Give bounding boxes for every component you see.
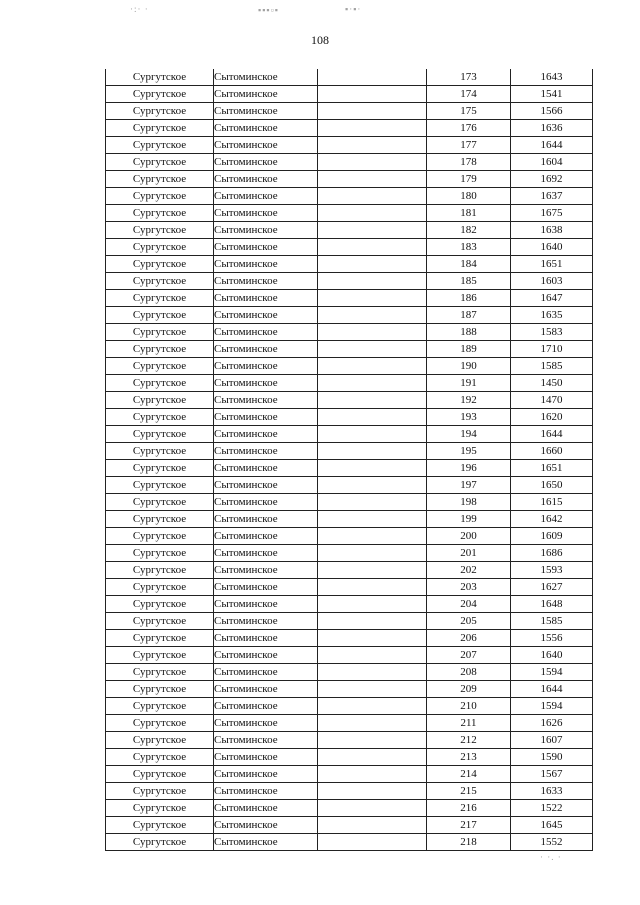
cell-area: Сытоминское [214, 188, 318, 205]
cell-value: 1522 [511, 800, 593, 817]
cell-value: 1650 [511, 477, 593, 494]
cell-number: 216 [427, 800, 511, 817]
table-row [106, 375, 593, 392]
cell-note [318, 630, 427, 647]
table-row [106, 256, 593, 273]
cell-area: Сытоминское [214, 154, 318, 171]
cell-note [318, 647, 427, 664]
cell-note [318, 239, 427, 256]
cell-field: Сургутское [106, 579, 214, 596]
cell-note [318, 307, 427, 324]
cell-field: Сургутское [106, 137, 214, 154]
cell-number: 192 [427, 392, 511, 409]
cell-field: Сургутское [106, 171, 214, 188]
table-row [106, 528, 593, 545]
cell-field: Сургутское [106, 664, 214, 681]
cell-note [318, 86, 427, 103]
cell-field: Сургутское [106, 239, 214, 256]
cell-note [318, 443, 427, 460]
cell-field: Сургутское [106, 443, 214, 460]
cell-note [318, 290, 427, 307]
cell-area: Сытоминское [214, 171, 318, 188]
cell-number: 191 [427, 375, 511, 392]
cell-value: 1644 [511, 137, 593, 154]
table-row [106, 715, 593, 732]
cell-field: Сургутское [106, 290, 214, 307]
cell-note [318, 341, 427, 358]
cell-note [318, 358, 427, 375]
data-table [105, 69, 593, 851]
cell-number: 204 [427, 596, 511, 613]
cell-note [318, 137, 427, 154]
cell-number: 181 [427, 205, 511, 222]
cell-area: Сытоминское [214, 477, 318, 494]
table-row [106, 392, 593, 409]
cell-area: Сытоминское [214, 562, 318, 579]
cell-field: Сургутское [106, 647, 214, 664]
cell-value: 1590 [511, 749, 593, 766]
cell-number: 209 [427, 681, 511, 698]
cell-number: 217 [427, 817, 511, 834]
cell-value: 1633 [511, 783, 593, 800]
cell-value: 1686 [511, 545, 593, 562]
table-row [106, 681, 593, 698]
cell-value: 1637 [511, 188, 593, 205]
cell-field: Сургутское [106, 817, 214, 834]
cell-number: 195 [427, 443, 511, 460]
cell-number: 183 [427, 239, 511, 256]
cell-number: 174 [427, 86, 511, 103]
cell-area: Сытоминское [214, 375, 318, 392]
cell-number: 206 [427, 630, 511, 647]
cell-note [318, 188, 427, 205]
cell-field: Сургутское [106, 562, 214, 579]
cell-field: Сургутское [106, 596, 214, 613]
table-row [106, 137, 593, 154]
cell-note [318, 409, 427, 426]
cell-number: 180 [427, 188, 511, 205]
cell-note [318, 800, 427, 817]
cell-note [318, 154, 427, 171]
cell-note [318, 562, 427, 579]
cell-value: 1604 [511, 154, 593, 171]
cell-area: Сытоминское [214, 664, 318, 681]
cell-note [318, 698, 427, 715]
cell-field: Сургутское [106, 426, 214, 443]
cell-value: 1645 [511, 817, 593, 834]
cell-value: 1644 [511, 681, 593, 698]
cell-number: 176 [427, 120, 511, 137]
cell-area: Сытоминское [214, 324, 318, 341]
cell-value: 1585 [511, 358, 593, 375]
cell-area: Сытоминское [214, 613, 318, 630]
table-row [106, 630, 593, 647]
cell-number: 199 [427, 511, 511, 528]
table-row [106, 290, 593, 307]
cell-area: Сытоминское [214, 256, 318, 273]
cell-area: Сытоминское [214, 443, 318, 460]
cell-note [318, 715, 427, 732]
cell-value: 1556 [511, 630, 593, 647]
cell-value: 1567 [511, 766, 593, 783]
cell-field: Сургутское [106, 341, 214, 358]
cell-field: Сургутское [106, 783, 214, 800]
cell-field: Сургутское [106, 205, 214, 222]
table-row [106, 205, 593, 222]
cell-value: 1651 [511, 460, 593, 477]
table-row [106, 579, 593, 596]
cell-number: 214 [427, 766, 511, 783]
cell-area: Сытоминское [214, 460, 318, 477]
cell-field: Сургутское [106, 630, 214, 647]
scan-artifact-top-right: ▪·▪· [345, 4, 362, 14]
table-row [106, 800, 593, 817]
cell-area: Сытоминское [214, 358, 318, 375]
table-row [106, 154, 593, 171]
cell-value: 1640 [511, 647, 593, 664]
cell-field: Сургутское [106, 188, 214, 205]
cell-note [318, 103, 427, 120]
cell-value: 1583 [511, 324, 593, 341]
cell-field: Сургутское [106, 528, 214, 545]
cell-area: Сытоминское [214, 647, 318, 664]
cell-area: Сытоминское [214, 409, 318, 426]
cell-note [318, 834, 427, 851]
scan-artifact-top-left: ·:· · [130, 4, 149, 14]
cell-number: 196 [427, 460, 511, 477]
cell-note [318, 749, 427, 766]
cell-note [318, 732, 427, 749]
cell-number: 203 [427, 579, 511, 596]
cell-area: Сытоминское [214, 817, 318, 834]
cell-field: Сургутское [106, 545, 214, 562]
cell-area: Сытоминское [214, 545, 318, 562]
cell-value: 1450 [511, 375, 593, 392]
cell-value: 1636 [511, 120, 593, 137]
table-row [106, 562, 593, 579]
table-row [106, 817, 593, 834]
cell-area: Сытоминское [214, 494, 318, 511]
cell-area: Сытоминское [214, 103, 318, 120]
cell-number: 190 [427, 358, 511, 375]
cell-value: 1675 [511, 205, 593, 222]
cell-value: 1651 [511, 256, 593, 273]
table-row [106, 409, 593, 426]
cell-area: Сытоминское [214, 715, 318, 732]
cell-note [318, 256, 427, 273]
cell-area: Сытоминское [214, 69, 318, 86]
cell-number: 187 [427, 307, 511, 324]
cell-field: Сургутское [106, 749, 214, 766]
cell-area: Сытоминское [214, 528, 318, 545]
cell-number: 208 [427, 664, 511, 681]
cell-number: 202 [427, 562, 511, 579]
cell-note [318, 205, 427, 222]
table-row [106, 171, 593, 188]
cell-value: 1620 [511, 409, 593, 426]
cell-number: 212 [427, 732, 511, 749]
cell-field: Сургутское [106, 358, 214, 375]
cell-note [318, 783, 427, 800]
cell-value: 1692 [511, 171, 593, 188]
cell-area: Сытоминское [214, 749, 318, 766]
cell-value: 1627 [511, 579, 593, 596]
cell-field: Сургутское [106, 392, 214, 409]
cell-number: 213 [427, 749, 511, 766]
table-body [106, 69, 593, 851]
table-row [106, 358, 593, 375]
cell-value: 1648 [511, 596, 593, 613]
cell-field: Сургутское [106, 154, 214, 171]
table-row [106, 324, 593, 341]
cell-field: Сургутское [106, 103, 214, 120]
cell-note [318, 324, 427, 341]
cell-value: 1635 [511, 307, 593, 324]
cell-number: 197 [427, 477, 511, 494]
cell-note [318, 613, 427, 630]
cell-note [318, 545, 427, 562]
cell-area: Сытоминское [214, 137, 318, 154]
cell-number: 210 [427, 698, 511, 715]
cell-number: 182 [427, 222, 511, 239]
cell-area: Сытоминское [214, 341, 318, 358]
cell-value: 1593 [511, 562, 593, 579]
cell-note [318, 494, 427, 511]
table-row [106, 647, 593, 664]
cell-number: 177 [427, 137, 511, 154]
cell-area: Сытоминское [214, 596, 318, 613]
cell-area: Сытоминское [214, 511, 318, 528]
cell-field: Сургутское [106, 613, 214, 630]
cell-area: Сытоминское [214, 800, 318, 817]
cell-area: Сытоминское [214, 783, 318, 800]
cell-value: 1638 [511, 222, 593, 239]
cell-field: Сургутское [106, 222, 214, 239]
cell-number: 186 [427, 290, 511, 307]
cell-value: 1626 [511, 715, 593, 732]
table-row [106, 834, 593, 851]
table-row [106, 69, 593, 86]
cell-number: 178 [427, 154, 511, 171]
cell-area: Сытоминское [214, 630, 318, 647]
table-row [106, 103, 593, 120]
table-row [106, 613, 593, 630]
table-row [106, 120, 593, 137]
cell-value: 1647 [511, 290, 593, 307]
cell-value: 1470 [511, 392, 593, 409]
table-row [106, 545, 593, 562]
cell-value: 1566 [511, 103, 593, 120]
cell-value: 1603 [511, 273, 593, 290]
cell-value: 1541 [511, 86, 593, 103]
cell-number: 189 [427, 341, 511, 358]
cell-area: Сытоминское [214, 698, 318, 715]
table-row [106, 86, 593, 103]
cell-area: Сытоминское [214, 273, 318, 290]
cell-note [318, 426, 427, 443]
cell-value: 1594 [511, 698, 593, 715]
cell-area: Сытоминское [214, 426, 318, 443]
table-row [106, 307, 593, 324]
cell-value: 1594 [511, 664, 593, 681]
cell-note [318, 528, 427, 545]
table-row [106, 732, 593, 749]
cell-number: 201 [427, 545, 511, 562]
cell-value: 1644 [511, 426, 593, 443]
table-row [106, 273, 593, 290]
cell-number: 215 [427, 783, 511, 800]
cell-field: Сургутское [106, 477, 214, 494]
cell-area: Сытоминское [214, 766, 318, 783]
cell-field: Сургутское [106, 732, 214, 749]
scan-artifact-bottom-right: · ·. · [540, 852, 562, 862]
cell-field: Сургутское [106, 120, 214, 137]
table-row [106, 460, 593, 477]
cell-number: 184 [427, 256, 511, 273]
cell-number: 175 [427, 103, 511, 120]
cell-value: 1609 [511, 528, 593, 545]
cell-note [318, 477, 427, 494]
cell-note [318, 375, 427, 392]
cell-field: Сургутское [106, 715, 214, 732]
table-row [106, 664, 593, 681]
cell-field: Сургутское [106, 375, 214, 392]
cell-field: Сургутское [106, 409, 214, 426]
scan-artifact-top-center: ▪▪▪▫▪ [258, 5, 279, 15]
cell-field: Сургутское [106, 86, 214, 103]
cell-number: 188 [427, 324, 511, 341]
cell-field: Сургутское [106, 273, 214, 290]
cell-field: Сургутское [106, 256, 214, 273]
cell-field: Сургутское [106, 494, 214, 511]
cell-note [318, 511, 427, 528]
cell-value: 1552 [511, 834, 593, 851]
cell-area: Сытоминское [214, 222, 318, 239]
cell-note [318, 579, 427, 596]
cell-note [318, 766, 427, 783]
cell-field: Сургутское [106, 766, 214, 783]
cell-area: Сытоминское [214, 239, 318, 256]
cell-note [318, 171, 427, 188]
cell-field: Сургутское [106, 511, 214, 528]
cell-value: 1660 [511, 443, 593, 460]
cell-field: Сургутское [106, 307, 214, 324]
cell-value: 1607 [511, 732, 593, 749]
cell-area: Сытоминское [214, 307, 318, 324]
table-row [106, 239, 593, 256]
cell-note [318, 596, 427, 613]
cell-value: 1640 [511, 239, 593, 256]
cell-number: 185 [427, 273, 511, 290]
cell-number: 211 [427, 715, 511, 732]
cell-note [318, 681, 427, 698]
table-row [106, 188, 593, 205]
table-row [106, 477, 593, 494]
cell-field: Сургутское [106, 69, 214, 86]
cell-number: 179 [427, 171, 511, 188]
cell-field: Сургутское [106, 800, 214, 817]
cell-note [318, 273, 427, 290]
page-number: 108 [311, 33, 329, 47]
cell-note [318, 817, 427, 834]
table-row [106, 443, 593, 460]
cell-area: Сытоминское [214, 392, 318, 409]
cell-number: 218 [427, 834, 511, 851]
cell-note [318, 664, 427, 681]
cell-number: 173 [427, 69, 511, 86]
cell-note [318, 120, 427, 137]
cell-number: 198 [427, 494, 511, 511]
table-row [106, 766, 593, 783]
cell-area: Сытоминское [214, 205, 318, 222]
cell-value: 1585 [511, 613, 593, 630]
cell-area: Сытоминское [214, 120, 318, 137]
table-row [106, 494, 593, 511]
table-row [106, 511, 593, 528]
cell-number: 193 [427, 409, 511, 426]
cell-number: 194 [427, 426, 511, 443]
cell-value: 1643 [511, 69, 593, 86]
cell-field: Сургутское [106, 834, 214, 851]
cell-area: Сытоминское [214, 290, 318, 307]
cell-area: Сытоминское [214, 834, 318, 851]
table-row [106, 341, 593, 358]
cell-note [318, 460, 427, 477]
cell-value: 1615 [511, 494, 593, 511]
cell-area: Сытоминское [214, 86, 318, 103]
table-row [106, 426, 593, 443]
cell-note [318, 392, 427, 409]
cell-note [318, 222, 427, 239]
table-row [106, 749, 593, 766]
cell-field: Сургутское [106, 681, 214, 698]
cell-note [318, 69, 427, 86]
table-row [106, 596, 593, 613]
table-row [106, 783, 593, 800]
cell-value: 1710 [511, 341, 593, 358]
table-row [106, 698, 593, 715]
cell-field: Сургутское [106, 324, 214, 341]
cell-field: Сургутское [106, 698, 214, 715]
table-row [106, 222, 593, 239]
cell-area: Сытоминское [214, 579, 318, 596]
cell-area: Сытоминское [214, 732, 318, 749]
cell-number: 200 [427, 528, 511, 545]
cell-number: 207 [427, 647, 511, 664]
cell-value: 1642 [511, 511, 593, 528]
cell-number: 205 [427, 613, 511, 630]
cell-area: Сытоминское [214, 681, 318, 698]
cell-field: Сургутское [106, 460, 214, 477]
